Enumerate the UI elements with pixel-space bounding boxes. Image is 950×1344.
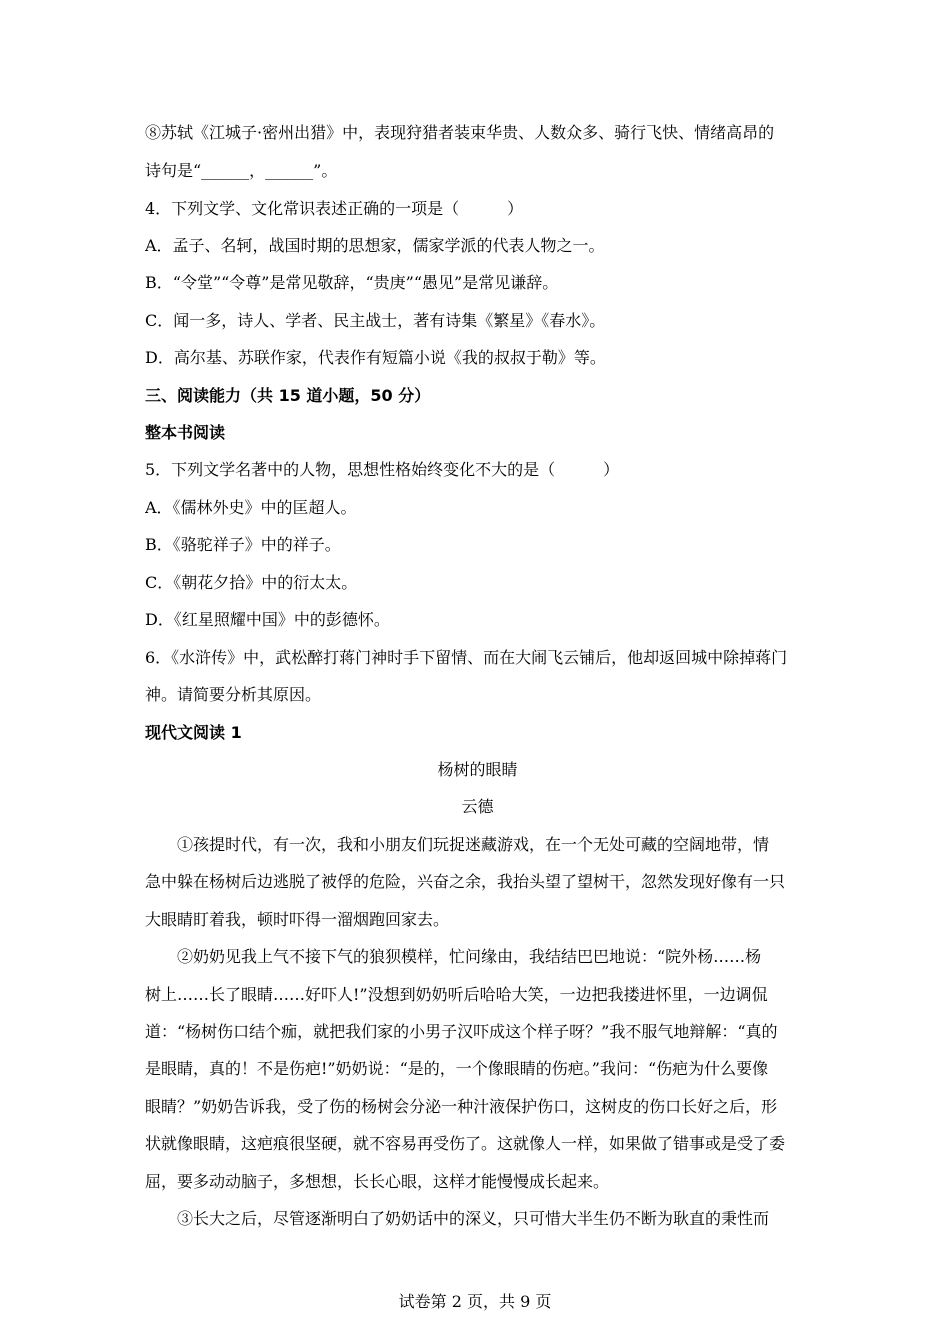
paragraph-2-line-6: 状就像眼睛，这疤痕很坚硬，就不容易再受伤了。这就像人一样，如果做了错事或是受了委 (145, 1134, 786, 1153)
whole-book-reading-heading: 整本书阅读 (145, 423, 226, 442)
question-5-stem: 5．下列文学名著中的人物，思想性格始终变化不大的是（ ） (145, 460, 620, 479)
paragraph-1-line-3: 大眼睛盯着我，顿时吓得一溜烟跑回家去。 (145, 910, 450, 929)
question-5-option-a: A．《儒林外史》中的匡超人。 (145, 498, 357, 517)
article-title: 杨树的眼睛 (437, 760, 518, 779)
question-4-option-b: B．“令堂”“令尊”是常见敬辞，“贵庚”“愚见”是常见谦辞。 (145, 273, 559, 292)
question-3-item-8-line-2: 诗句是“______，______”。 (145, 161, 338, 180)
paragraph-2-line-3: 道：“杨树伤口结个痂，就把我们家的小男子汉吓成这个样子呀？”我不服气地辩解：“真的 (145, 1022, 778, 1041)
paragraph-2-line-4: 是眼睛，真的！不是伤疤!”奶奶说：“是的，一个像眼睛的伤疤。”我问：“伤疤为什么要像 (145, 1059, 769, 1078)
section-3-heading: 三、阅读能力（共 15 道小题，50 分） (145, 386, 431, 405)
question-4-option-c: C．闻一多，诗人、学者、民主战士，著有诗集《繁星》《春水》。 (145, 311, 606, 330)
paragraph-3-line-1: ③长大之后，尽管逐渐明白了奶奶话中的深义，只可惜大半生仍不断为耿直的秉性而 (177, 1209, 770, 1228)
question-6-line-1: 6．《水浒传》中，武松醉打蒋门神时手下留情、而在大闹飞云铺后，他却返回城中除掉蒋门 (145, 648, 788, 667)
paragraph-2-line-2: 树上……长了眼睛……好吓人!”没想到奶奶听后哈哈大笑，一边把我搂进怀里，一边调侃 (145, 985, 768, 1004)
question-4-option-d: D．高尔基、苏联作家，代表作有短篇小说《我的叔叔于勒》等。 (145, 348, 606, 367)
paragraph-2-line-1: ②奶奶见我上气不接下气的狼狈模样，忙问缘由，我结结巴巴地说：“院外杨……杨 (177, 947, 762, 966)
question-5-option-d: D．《红星照耀中国》中的彭德怀。 (145, 610, 390, 629)
article-author: 云德 (461, 797, 494, 816)
question-4-option-a: A．孟子、名轲，战国时期的思想家，儒家学派的代表人物之一。 (145, 236, 605, 255)
page-footer: 试卷第 2 页，共 9 页 (398, 1292, 552, 1311)
modern-reading-1-heading: 现代文阅读 1 (145, 723, 242, 742)
question-4-stem: 4．下列文学、文化常识表述正确的一项是（ ） (145, 199, 524, 218)
paragraph-2-line-5: 眼睛？”奶奶告诉我，受了伤的杨树会分泌一种汁液保护伤口，这树皮的伤口长好之后，形 (145, 1097, 778, 1116)
question-6-line-2: 神。请简要分析其原因。 (145, 685, 322, 704)
paragraph-1-line-2: 急中躲在杨树后边逃脱了被俘的危险，兴奋之余，我抬头望了望树干，忽然发现好像有一只 (145, 872, 786, 891)
question-5-option-b: B．《骆驼祥子》中的祥子。 (145, 535, 341, 554)
question-5-option-c: C．《朝花夕拾》中的衍太太。 (145, 573, 358, 592)
question-3-item-8-line-1: ⑧苏轼《江城子·密州出猎》中，表现狩猎者装束华贵、人数众多、骑行飞快、情绪高昂的 (145, 123, 775, 142)
paragraph-2-line-7: 屈，要多动动脑子，多想想，长长心眼，这样才能慢慢成长起来。 (145, 1172, 610, 1191)
paragraph-1-line-1: ①孩提时代，有一次，我和小朋友们玩捉迷藏游戏，在一个无处可藏的空阔地带，情 (177, 835, 770, 854)
